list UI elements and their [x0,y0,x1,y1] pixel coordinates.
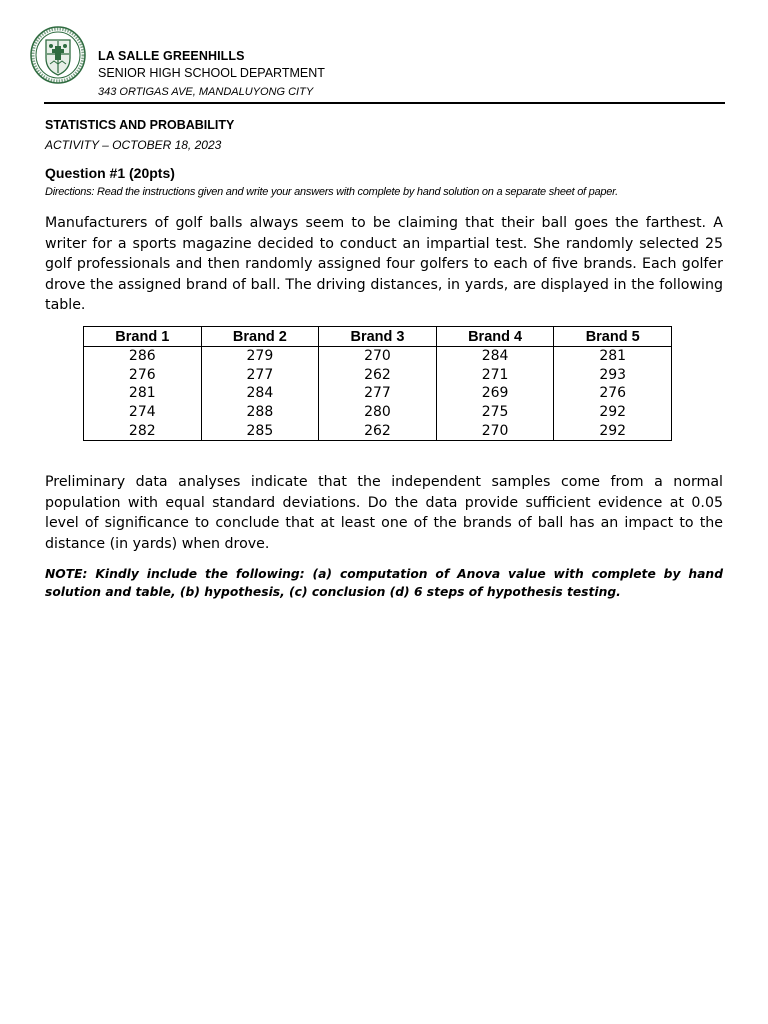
table-cell: 277 [319,384,437,403]
table-row [84,347,672,366]
table-cell: 275 [436,403,554,422]
subject-title: STATISTICS AND PROBABILITY [45,118,235,132]
school-header [98,48,325,102]
table-cell: 281 [84,384,202,403]
table-cell: 292 [554,421,672,440]
table-header-cell: Brand 5 [554,327,672,347]
question-title: Question #1 (20pts) [45,165,175,181]
table-row [84,366,672,385]
table-row [84,421,672,440]
question-directions: Directions: Read the instructions given and write your answers with complete by hand solution on a separate sheet of paper. [45,186,618,198]
table-cell: 292 [554,403,672,422]
activity-date: ACTIVITY – OCTOBER 18, 2023 [45,138,222,152]
table-cell: 279 [201,347,319,366]
table-cell: 262 [319,421,437,440]
school-seal-icon [30,26,86,84]
table-header-cell: Brand 2 [201,327,319,347]
table-cell: 281 [554,347,672,366]
header-divider [44,102,725,104]
question-paragraph-1: Manufacturers of golf balls always seem to be claiming that their ball goes the farthest. A writer for a sports magazine decided to conduct an impartial test. She randomly selected 25 golf professionals and then randomly assigned four golfers to each of five brands. Each golfer drove the assigned brand of ball. The driving distances, in yards, are displayed in the following table. [45,215,723,314]
table-cell: 271 [436,366,554,385]
table-cell: 282 [84,421,202,440]
table-header-row [84,327,672,347]
table-row [84,403,672,422]
table-header-cell: Brand 3 [319,327,437,347]
table-cell: 280 [319,403,437,422]
school-department: SENIOR HIGH SCHOOL DEPARTMENT [98,66,325,80]
table-cell: 269 [436,384,554,403]
question-note: NOTE: Kindly include the following: (a) computation of Anova value with complete by hand solution and table, (b) hypothesis, (c) conclusion (d) 6 steps of hypothesis testing. [45,567,723,599]
table-cell: 262 [319,366,437,385]
table-cell: 293 [554,366,672,385]
question-paragraph-2: Preliminary data analyses indicate that the independent samples come from a normal population with equal standard deviations. Do the data provide sufficient evidence at 0.05 level of significance to conclude that at least one of the brands of ball has an impact to the distance (in yards) when drove. [45,474,723,552]
table-header-cell: Brand 4 [436,327,554,347]
table-cell: 288 [201,403,319,422]
table-cell: 270 [319,347,437,366]
table-cell: 284 [436,347,554,366]
table-cell: 270 [436,421,554,440]
table-cell: 274 [84,403,202,422]
table-cell: 276 [554,384,672,403]
table-cell: 284 [201,384,319,403]
table-header-cell: Brand 1 [84,327,202,347]
table-row [84,384,672,403]
driving-distance-table [83,326,672,441]
table-cell: 286 [84,347,202,366]
school-name: LA SALLE GREENHILLS [98,49,245,63]
table-cell: 285 [201,421,319,440]
table-cell: 277 [201,366,319,385]
table-cell: 276 [84,366,202,385]
school-address: 343 ORTIGAS AVE, MANDALUYONG CITY [98,86,314,98]
